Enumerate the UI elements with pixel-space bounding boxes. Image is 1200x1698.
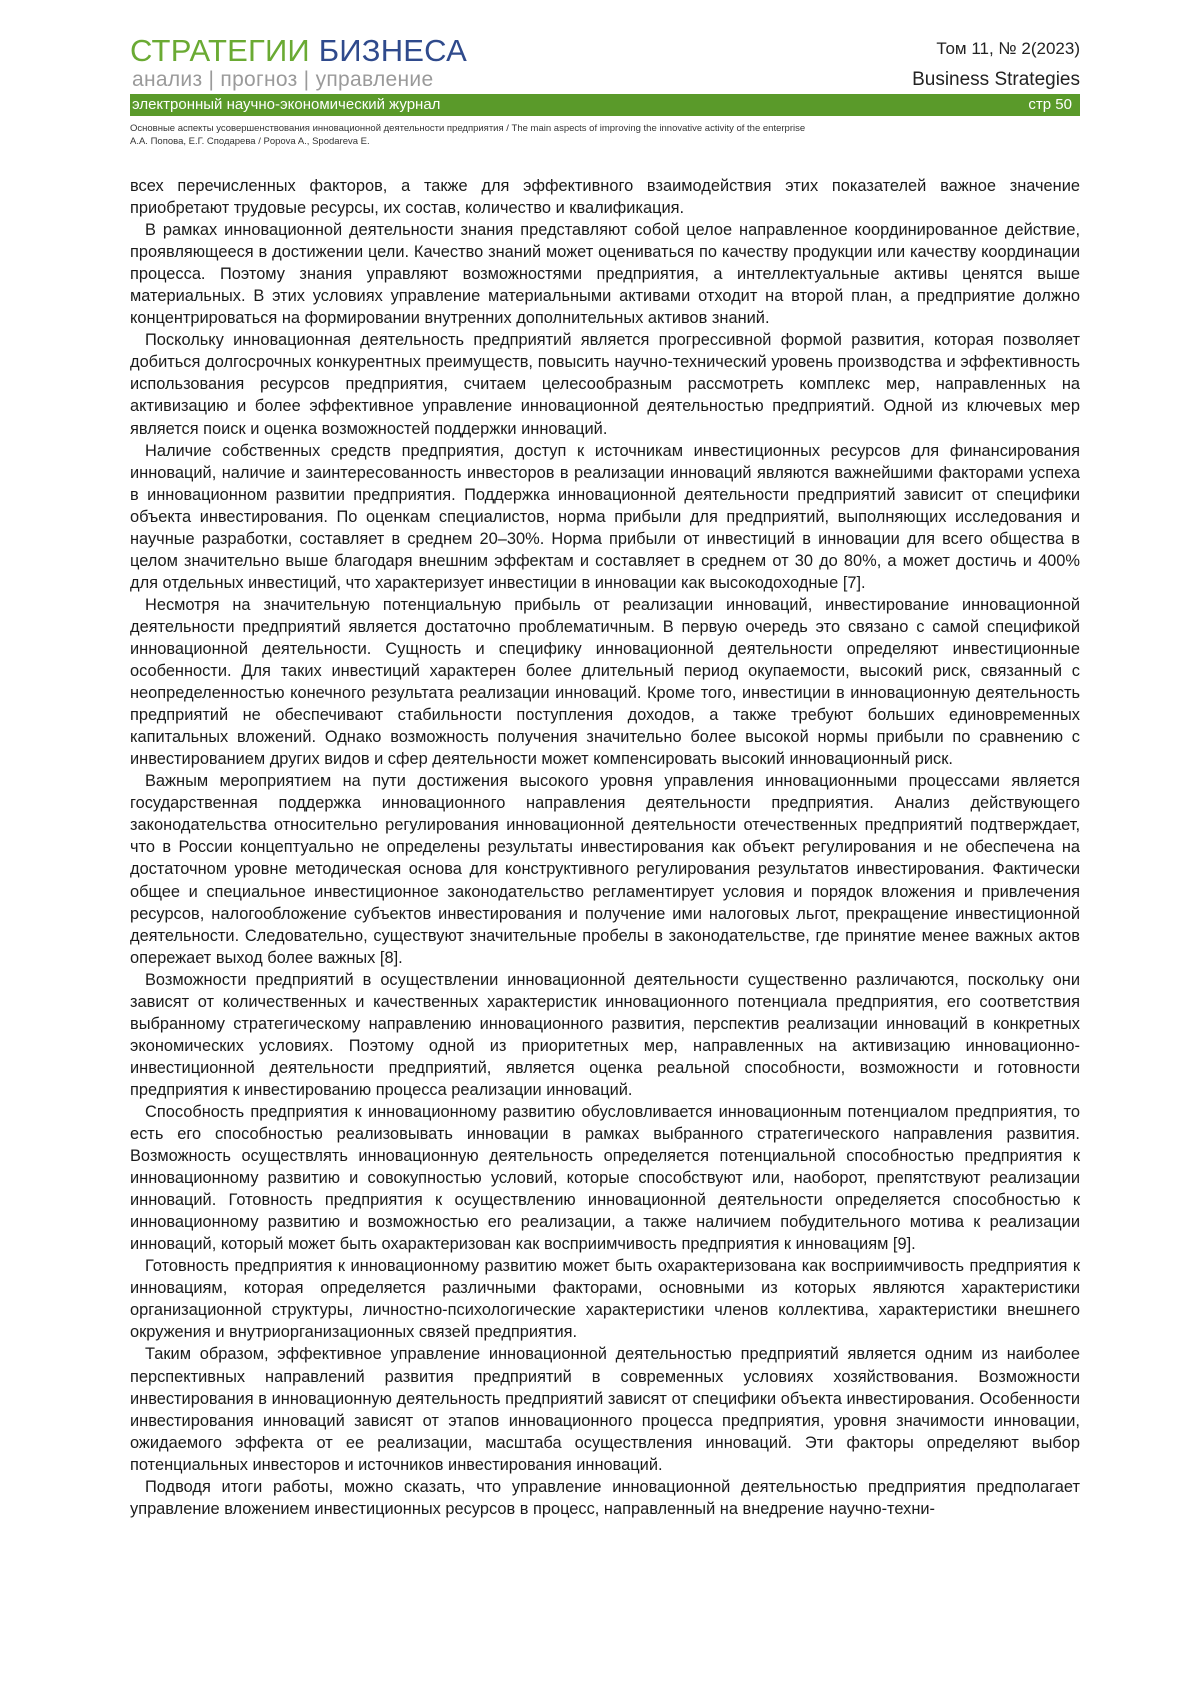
- journal-volume-issue: Том 11, № 2(2023): [936, 39, 1080, 58]
- article-title-line: Основные аспекты усовершенствования инновационной деятельности предприятия / The main aspects of improving the innovative activity of the enterprise: [130, 123, 806, 134]
- paragraph: Несмотря на значительную потенциальную прибыль от реализации инноваций, инвестирование инновационной деятельности предприятий является достаточно проблематичным. В первую очередь это связано с самой спецификой инновационной деятельности. Сущность и специфику инновационной деятельности определяют инвестиционные особенности. Для таких инвестиций характерен более длительный период окупаемости, высокий риск, связанный с неопределенностью конечного результата реализации инноваций. Кроме того, инвестиции в инновационную деятельность предприятий не обеспечивают стабильности поступления доходов, а также требуют больших единовременных капитальных вложений. Однако возможность получения значительно более высокой нормы прибыли по сравнению с инвестированием других видов и сфер деятельности может компенсировать высокий инновационный риск.: [130, 595, 1080, 769]
- paragraph: Готовность предприятия к инновационному развитию может быть охарактеризована как восприимчивость предприятия к инновациям, которая определяется различными факторами, основными из которых являются характеристики организационной структуры, личностно-психологические характеристики членов коллектива, характеристики внешнего окружения и внутриорганизационных связей предприятия.: [130, 1257, 1080, 1342]
- paragraph: Поскольку инновационная деятельность предприятий является прогрессивной формой развития, которая позволяет добиться долгосрочных конкурентных преимуществ, повысить научно-технический уровень производства и эффективность использования ресурсов предприятия, считаем целесообразным рассмотреть комплекс мер, направленных на активизацию и более эффективное управление инновационной деятельностью предприятий. Одной из ключевых мер является поиск и оценка возможностей поддержки инноваций.: [130, 331, 1080, 438]
- journal-english-title: Business Strategies: [912, 69, 1080, 90]
- paragraph: Наличие собственных средств предприятия, доступ к источникам инвестиционных ресурсов для финансирования инноваций, наличие и заинтересованность инвесторов в реализации инноваций являются важнейшими факторами успеха в инновационном развитии предприятия. Поддержка инновационной деятельности предприятий зависит от специфики объекта инвестирования. По оценкам специалистов, норма прибыли для предприятий, выполняющих исследования и научные разработки, составляет в среднем 20–30%. Норма прибыли от инвестиций в инновации для всего общества в целом значительно выше благодаря внешним эффектам и составляет в среднем от 30 до 80%, а может достичь и 400% для отдельных инвестиций, что характеризует инвестиции в инновации как высокодоходные [7].: [130, 441, 1080, 592]
- article-body: [130, 175, 1080, 1520]
- journal-description: электронный научно-экономический журнал: [132, 96, 441, 113]
- article-authors-line: А.А. Попова, Е.Г. Сподарева / Popova A., Spodareva E.: [130, 136, 370, 147]
- paragraph: В рамках инновационной деятельности знания представляют собой целое направленное координированное действие, проявляющееся в достижении цели. Качество знаний может оцениваться по качеству продукции или качеству координации процесса. Поэтому знания управляют возможностями предприятия, а интеллектуальные активы ценятся выше материальных. В этих условиях управление материальными активами отходит на второй план, а предприятие должно концентрироваться на формировании внутренних дополнительных активов знаний.: [130, 221, 1080, 328]
- page-number: стр 50: [1028, 96, 1072, 113]
- brand-title-part1: СТРАТЕГИИ: [130, 33, 310, 68]
- brand-title-part2: БИЗНЕСА: [318, 33, 467, 68]
- journal-tagline: анализ | прогноз | управление: [132, 68, 434, 91]
- paragraph: Способность предприятия к инновационному развитию обусловливается инновационным потенциалом предприятия, то есть его способностью реализовывать инновации в рамках выбранного стратегического направления развития. Возможность осуществлять инновационную деятельность определяется потенциальной способностью предприятия к инновационному развитию и совокупностью условий, которые способствуют или, наоборот, препятствуют реализации инноваций. Готовность предприятия к осуществлению инновационной деятельности определяется способностью к инновационному развитию и возможностью его реализации, а также наличием побудительного мотива к реализации инноваций, который может быть охарактеризован как восприимчивость предприятия к инновациям [9].: [130, 1102, 1080, 1254]
- paragraph: Важным мероприятием на пути достижения высокого уровня управления инновационными процессами является государственная поддержка инновационного направления деятельности предприятия. Анализ действующего законодательства относительно регулирования инновационной деятельности отечественных предприятий подтверждает, что в России концептуально не определены результаты инвестирования как объект регулирования и не обеспечена на достаточном уровне методическая основа для конструктивного регулирования результатов инвестирования. Фактически общее и специальное инвестиционное законодательство регламентирует условия и порядок вложения и привлечения ресурсов, налогообложение субъектов инвестирования и получение ими налоговых льгот, прекращение инвестиционной деятельности. Следовательно, существуют значительные пробелы в законодательстве, где принятие менее важных актов опережает выход более важных [8].: [130, 772, 1080, 967]
- journal-info-bar: [130, 94, 1080, 116]
- paragraph: Таким образом, эффективное управление инновационной деятельностью предприятий является одним из наиболее перспективных направлений развития предприятий в современных условиях хозяйствования. Возможности инвестирования в инновационную деятельность предприятий зависят от специфики объекта инвестирования. Особенности инвестирования инноваций зависят от этапов инновационного процесса предприятия, уровня значимости инновации, ожидаемого эффекта от ее реализации, масштаба осуществления инноваций. Эти факторы определяют выбор потенциальных инвесторов и источников инвестирования инноваций.: [130, 1345, 1080, 1474]
- paragraph: всех перечисленных факторов, а также для эффективного взаимодействия этих показателей важное значение приобретают трудовые ресурсы, их состав, количество и квалификация.: [130, 177, 1080, 218]
- journal-brand-title: [130, 34, 467, 68]
- paragraph: Возможности предприятий в осуществлении инновационной деятельности существенно различаются, поскольку они зависят от количественных и качественных характеристик инновационного потенциала предприятия, его соответствия выбранному стратегическому направлению инновационного развития, перспектив реализации инноваций в конкретных экономических условиях. Поэтому одной из приоритетных мер, направленных на активизацию инновационно-инвестиционной деятельности предприятий, является оценка реальной способности, возможности и готовности предприятия к инвестированию процесса реализации инноваций.: [130, 970, 1080, 1099]
- running-head: [130, 122, 1080, 148]
- paragraph: Подводя итоги работы, можно сказать, что управление инновационной деятельностью предприятия предполагает управление вложением инвестиционных ресурсов в процесс, направленный на внедрение научно-техни-: [130, 1477, 1080, 1518]
